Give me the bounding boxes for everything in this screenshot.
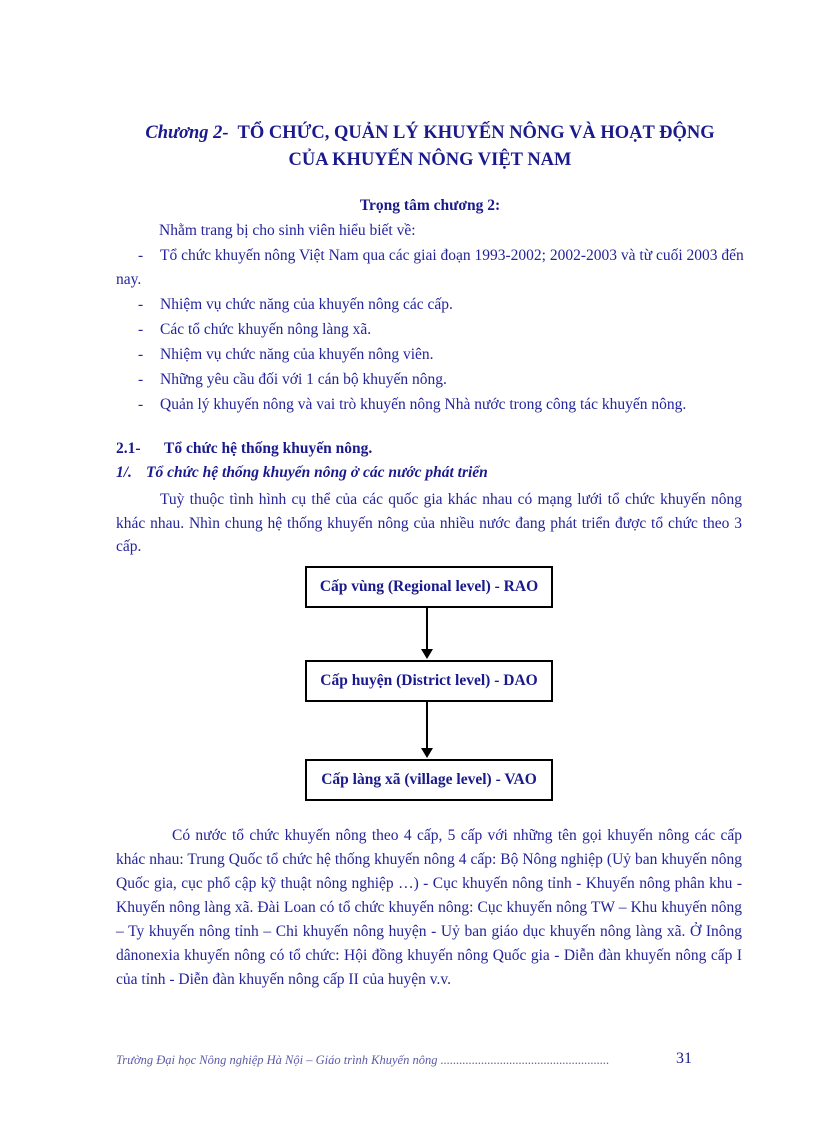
subsection-heading bbox=[116, 464, 488, 482]
diagram-box-district: Cấp huyện (District level) - DAO bbox=[305, 660, 553, 702]
list-item-text: Nhiệm vụ chức năng của khuyến nông viên. bbox=[160, 345, 434, 363]
page-number: 31 bbox=[676, 1050, 692, 1067]
focus-intro: Nhằm trang bị cho sinh viên hiểu biết về: bbox=[159, 222, 416, 239]
diagram-box-regional: Cấp vùng (Regional level) - RAO bbox=[305, 566, 553, 608]
list-item-text: Những yêu cầu đối với 1 cán bộ khuyến nông. bbox=[160, 370, 447, 388]
section-title: Tổ chức hệ thống khuyến nông. bbox=[164, 440, 373, 457]
section-number: 2.1- bbox=[116, 440, 141, 457]
bullet-dash: - bbox=[138, 247, 144, 264]
chapter-title-line-1 bbox=[100, 120, 760, 147]
list-item bbox=[116, 244, 746, 291]
focus-bullet-list bbox=[116, 244, 746, 418]
bullet-dash: - bbox=[138, 295, 144, 313]
list-item-text: Tổ chức khuyến nông Việt Nam qua các giai đoạn 1993-2002; 2002-2003 và từ cuối 2003 đến nay. bbox=[116, 247, 744, 288]
chapter-title bbox=[100, 120, 760, 174]
list-item bbox=[116, 393, 746, 417]
chapter-label: Chương 2- bbox=[145, 123, 229, 143]
chapter-title-line-2: CỦA KHUYẾN NÔNG VIỆT NAM bbox=[288, 150, 572, 170]
subsection-number: 1/. bbox=[116, 464, 132, 481]
list-item bbox=[116, 318, 746, 342]
list-item-text: Nhiệm vụ chức năng của khuyến nông các cấp. bbox=[160, 295, 453, 313]
paragraph-1: Tuỳ thuộc tình hình cụ thể của các quốc gia khác nhau có mạng lưới tổ chức khuyến nông khác nhau. Nhìn chung hệ thống khuyến nông của nhiều nước đang phát triển được tổ chức theo 3 cấp. bbox=[116, 491, 742, 555]
chapter-title-text-1: TỔ CHỨC, QUẢN LÝ KHUYẾN NÔNG VÀ HOẠT ĐỘNG bbox=[237, 123, 715, 143]
bullet-dash: - bbox=[138, 320, 144, 338]
bullet-dash: - bbox=[138, 370, 144, 388]
diagram-box-village: Cấp làng xã (village level) - VAO bbox=[305, 759, 553, 801]
focus-heading: Trọng tâm chương 2: bbox=[359, 197, 501, 214]
page-footer: Trường Đại học Nông nghiệp Hà Nội – Giáo trình Khuyến nông ...................................................... bbox=[116, 1053, 610, 1067]
list-item-text: Quản lý khuyến nông và vai trò khuyến nông Nhà nước trong công tác khuyến nông. bbox=[160, 395, 687, 413]
arrow-down-icon bbox=[420, 608, 434, 660]
section-heading bbox=[116, 440, 372, 458]
bullet-dash: - bbox=[138, 395, 144, 413]
list-item-text: Các tổ chức khuyến nông làng xã. bbox=[160, 320, 372, 338]
paragraph-2: Có nước tổ chức khuyến nông theo 4 cấp, 5 cấp với những tên gọi khuyến nông các cấp khác nhau: Trung Quốc tổ chức hệ thống khuyến nông 4 cấp: Bộ Nông nghiệp (Uỷ ban khuyến nông Quốc gia, cục phổ cập kỹ thuật nông nghiệp …) - Cục khuyến nông tỉnh - Khuyến nông phân khu - Khuyến nông làng xã. Đài Loan có tổ chức khuyến nông: Cục khuyến nông TW – Khu khuyến nông – Ty khuyến nông tỉnh – Chi khuyến nông huyện - Uỷ ban giáo dục khuyến nông làng xã. Ở Inông dânonexia khuyến nông có tổ chức: Hội đồng khuyến nông Quốc gia - Diễn đàn khuyến nông cấp I của tỉnh - Diễn đàn khuyến nông cấp II của huyện v.v. bbox=[116, 827, 742, 988]
bullet-dash: - bbox=[138, 345, 144, 363]
subsection-title: Tổ chức hệ thống khuyến nông ở các nước phát triển bbox=[146, 464, 488, 481]
arrow-down-icon bbox=[420, 702, 434, 759]
list-item bbox=[116, 293, 746, 317]
list-item bbox=[116, 368, 746, 392]
list-item bbox=[116, 343, 746, 367]
